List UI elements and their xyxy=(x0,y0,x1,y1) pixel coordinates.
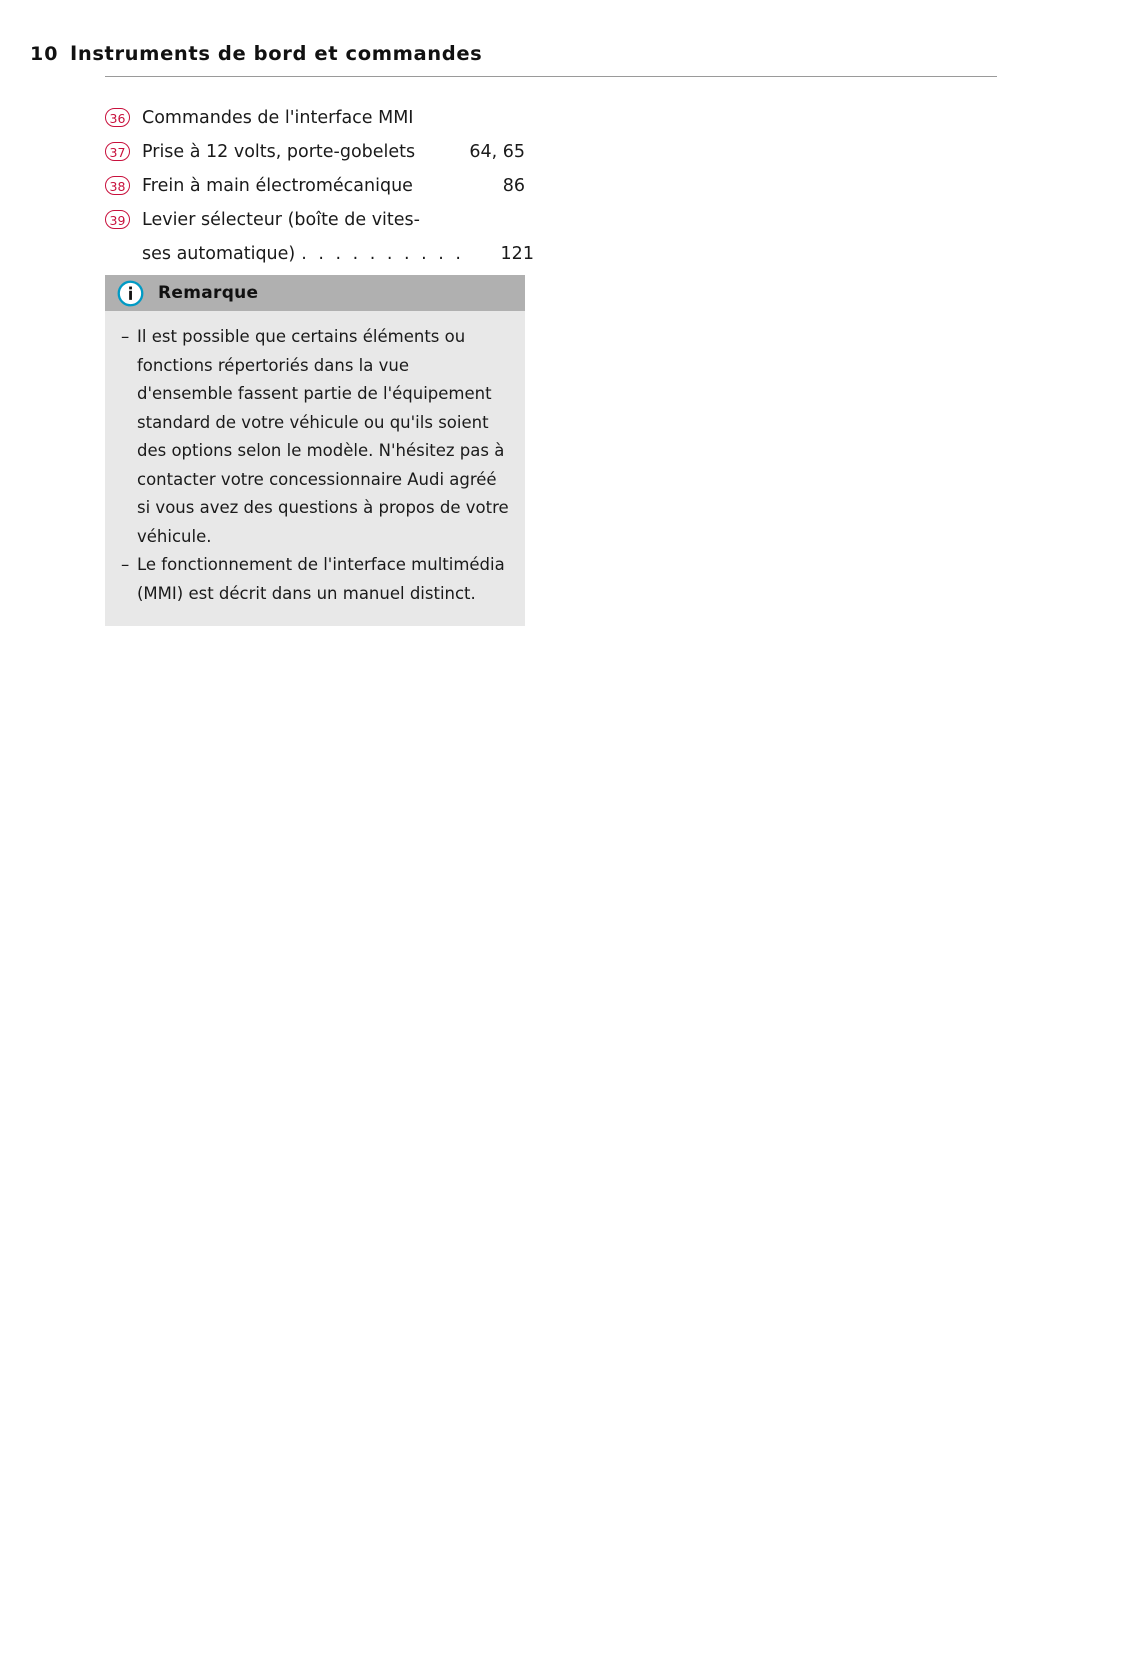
note-list-item xyxy=(121,551,509,608)
item-badge-36: 36 xyxy=(105,108,130,127)
list-item xyxy=(105,171,525,202)
item-page: 86 xyxy=(502,176,525,196)
page-header xyxy=(0,42,1060,65)
item-label: Commandes de l'interface MMI xyxy=(142,108,414,128)
legend-list xyxy=(105,103,534,273)
item-page: 121 xyxy=(500,244,534,264)
note-bullet-dash: – xyxy=(121,327,130,346)
item-badge-37: 37 xyxy=(105,142,130,161)
note-body xyxy=(105,311,525,626)
item-leader-dots: . . . . . . . . . . xyxy=(301,244,464,264)
note-header xyxy=(105,275,525,311)
item-badge-39: 39 xyxy=(105,210,130,229)
header-divider xyxy=(105,76,997,77)
item-page: 64, 65 xyxy=(469,142,525,162)
list-item xyxy=(105,137,525,168)
item-label: Levier sélecteur (boîte de vites- xyxy=(142,210,420,230)
list-item xyxy=(105,205,525,236)
page-title: Instruments de bord et commandes xyxy=(70,42,483,65)
item-label: Prise à 12 volts, porte-gobelets xyxy=(142,142,416,162)
page-number: 10 xyxy=(30,43,59,65)
info-icon xyxy=(117,280,144,307)
item-label-continuation: ses automatique) xyxy=(142,244,296,264)
item-label: Frein à main électromécanique xyxy=(142,176,413,196)
note-paragraph: Il est possible que certains éléments ou fonctions répertoriés dans la vue d'ensemble fassent partie de l'équipement standard de votre véhicule ou qu'ils soient des options selon le modèle. N'hésitez pas à contacter votre concessionnaire Audi agréé si vous avez des questions à propos de votre véhicule. xyxy=(137,327,509,546)
list-item xyxy=(105,103,525,134)
list-item-continuation xyxy=(105,239,534,270)
note-bullet-dash: – xyxy=(121,555,130,574)
note-list-item xyxy=(121,323,509,551)
note-title: Remarque xyxy=(158,283,259,303)
note-box xyxy=(105,275,525,626)
item-badge-38: 38 xyxy=(105,176,130,195)
note-paragraph: Le fonctionnement de l'interface multimédia (MMI) est décrit dans un manuel distinct. xyxy=(137,555,505,603)
